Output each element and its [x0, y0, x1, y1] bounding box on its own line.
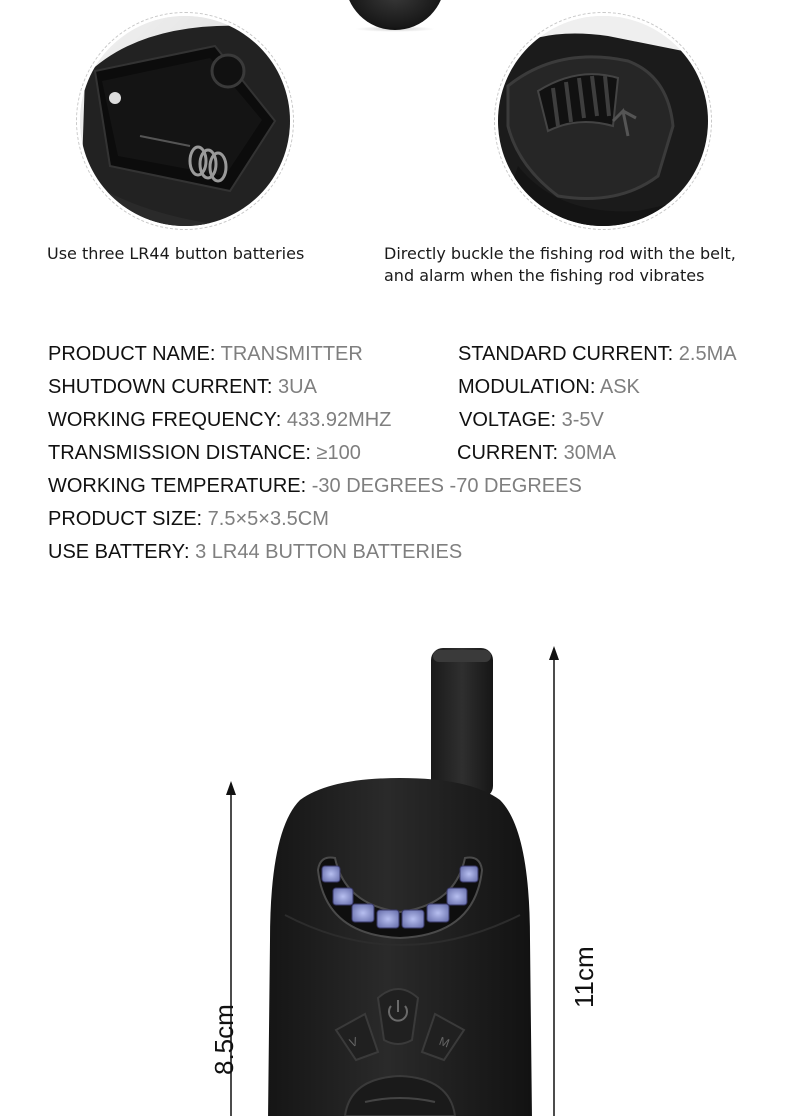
battery-compartment-photo: [80, 16, 290, 226]
spec-label: VOLTAGE:: [459, 409, 562, 431]
spec-label: PRODUCT NAME:: [48, 343, 221, 365]
spec-product-size: [48, 507, 329, 531]
left-button-mark: V: [347, 1034, 360, 1051]
spec-value: TRANSMITTER: [220, 343, 363, 365]
spec-use-battery: [48, 540, 462, 564]
spec-modulation: [458, 375, 640, 399]
spec-label: WORKING TEMPERATURE:: [48, 475, 312, 497]
spec-working-frequency: [48, 408, 391, 432]
spec-label: SHUTDOWN CURRENT:: [48, 376, 278, 398]
spec-transmission-distance: [48, 441, 361, 465]
spec-voltage: [459, 408, 604, 432]
right-button-mark: M: [437, 1033, 452, 1051]
spec-value: 433.92MHZ: [286, 409, 392, 431]
spec-value: ASK: [599, 376, 640, 398]
spec-label: STANDARD CURRENT:: [458, 343, 679, 365]
spec-label: MODULATION:: [458, 376, 600, 398]
spec-value: 3 LR44 BUTTON BATTERIES: [195, 541, 463, 563]
spec-value: -30 DEGREES -70 DEGREES: [311, 475, 582, 497]
spec-value: 7.5×5×3.5CM: [207, 508, 329, 530]
spec-value: 30MA: [563, 442, 616, 464]
transmitter-device-illustration: [0, 600, 790, 1116]
spec-standard-current: [458, 342, 737, 366]
spec-value: ≥100: [316, 442, 361, 464]
spec-shutdown-current: [48, 375, 317, 399]
dimension-line-total: [549, 646, 559, 1116]
dimension-label-body: 8.5cm: [209, 1004, 239, 1075]
belt-clip-photo: [498, 16, 708, 226]
power-button[interactable]: [378, 989, 418, 1044]
dimension-label-total: 11cm: [569, 946, 599, 1008]
caption-belt-clip-line1: Directly buckle the fishing rod with the belt,: [384, 244, 736, 263]
spec-working-temperature: [48, 474, 582, 498]
spec-label: WORKING FREQUENCY:: [48, 409, 287, 431]
spec-label: USE BATTERY:: [48, 541, 196, 563]
spec-current: [457, 441, 616, 465]
spec-label: TRANSMISSION DISTANCE:: [48, 442, 317, 464]
transmitter-body: [268, 778, 532, 1116]
device-top-shadow: [355, 26, 435, 32]
spec-value: 3UA: [278, 376, 317, 398]
spec-value: 3-5V: [561, 409, 604, 431]
spec-label: PRODUCT SIZE:: [48, 508, 208, 530]
spec-product-name: [48, 342, 363, 366]
spec-label: CURRENT:: [457, 442, 564, 464]
caption-belt-clip-line2: and alarm when the fishing rod vibrates: [384, 266, 705, 285]
spec-value: 2.5MA: [678, 343, 737, 365]
antenna: [431, 648, 493, 798]
caption-batteries: Use three LR44 button batteries: [47, 244, 305, 263]
